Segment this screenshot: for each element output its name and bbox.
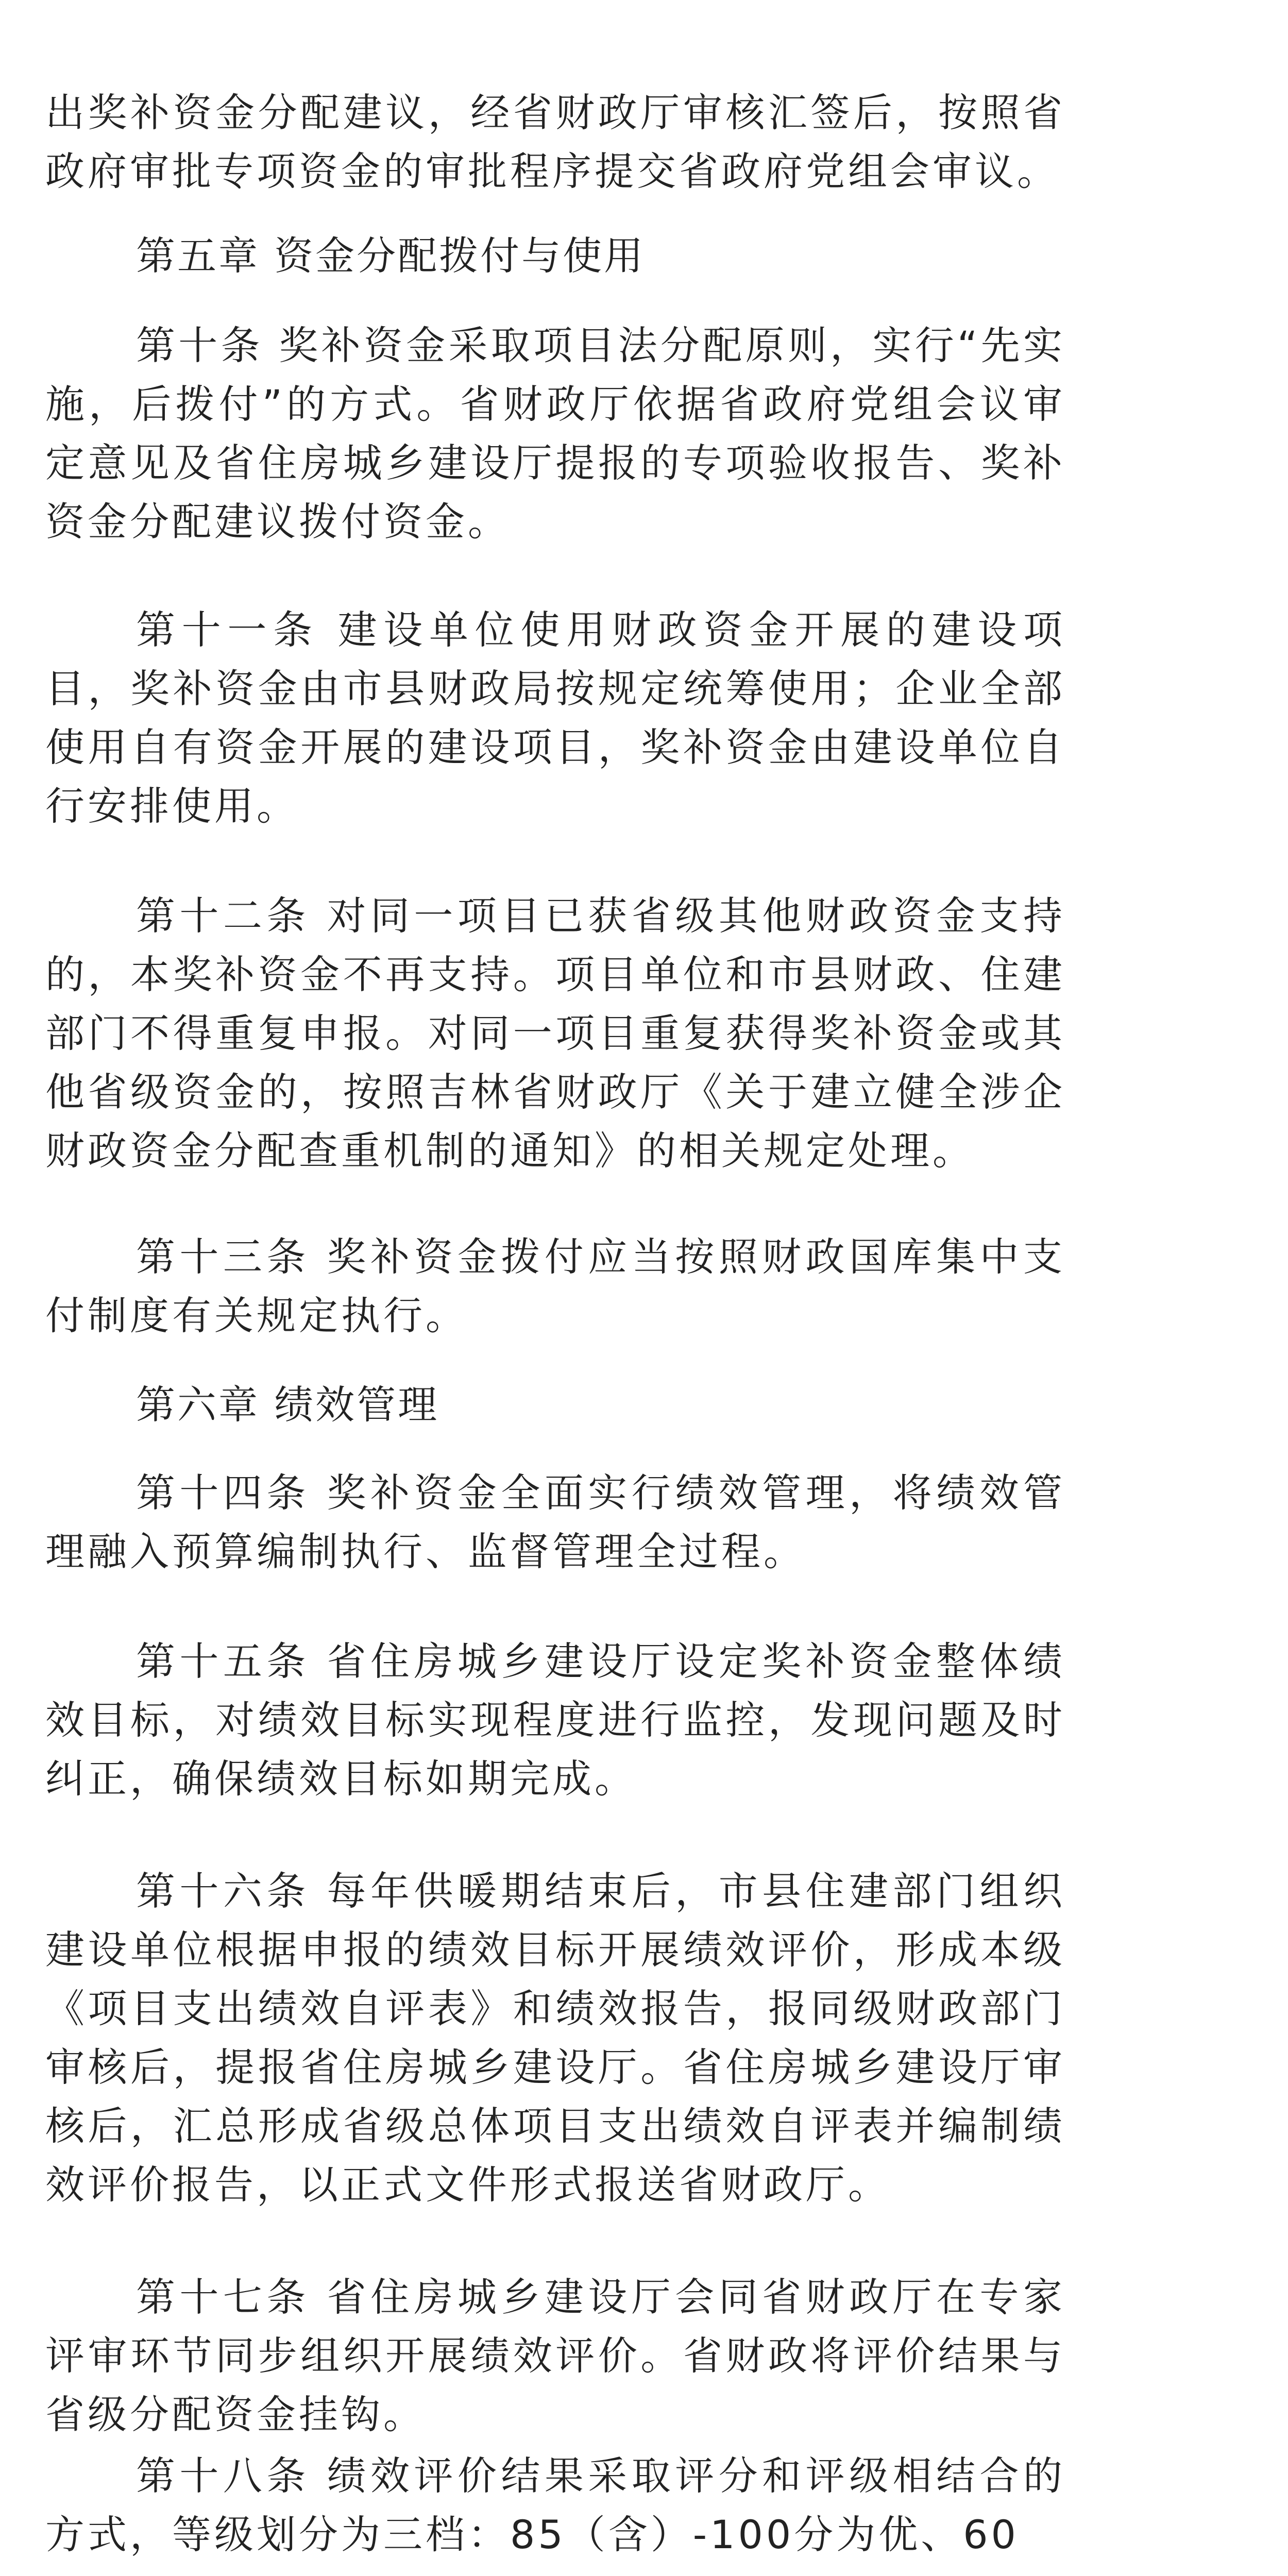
- chapter-heading-6: 第六章 绩效管理: [136, 1382, 439, 1428]
- article-14: 第十四条 奖补资金全面实行绩效管理，将绩效管理融入预算编制执行、监督管理全过程。: [45, 1470, 1065, 1574]
- article-18: 第十八条 绩效评价结果采取评分和评级相结合的方式，等级划分为三档：85（含）-100分为优、60: [45, 2453, 1065, 2557]
- article-10: 第十条 奖补资金采取项目法分配原则，实行“先实施，后拨付”的方式。省财政厅依据省政府党组会议审定意见及省住房城乡建设厅提报的专项验收报告、奖补资金分配建议拨付资金。: [45, 323, 1065, 545]
- article-15: 第十五条 省住房城乡建设厅设定奖补资金整体绩效目标，对绩效目标实现程度进行监控，发现问题及时纠正，确保绩效目标如期完成。: [45, 1638, 1065, 1802]
- article-13: 第十三条 奖补资金拨付应当按照财政国库集中支付制度有关规定执行。: [45, 1234, 1065, 1338]
- article-17: 第十七条 省住房城乡建设厅会同省财政厅在专家评审环节同步组织开展绩效评价。省财政将评价结果与省级分配资金挂钩。: [45, 2274, 1065, 2437]
- paragraph-fund-allocation-continued: 出奖补资金分配建议，经省财政厅审核汇签后，按照省政府审批专项资金的审批程序提交省政府党组会审议。: [45, 90, 1065, 194]
- article-12: 第十二条 对同一项目已获省级其他财政资金支持的，本奖补资金不再支持。项目单位和市县财政、住建部门不得重复申报。对同一项目重复获得奖补资金或其他省级资金的，按照吉林省财政厅《关于建立健全涉企财政资金分配查重机制的通知》的相关规定处理。: [45, 893, 1065, 1174]
- article-16: 第十六条 每年供暖期结束后，市县住建部门组织建设单位根据申报的绩效目标开展绩效评价，形成本级《项目支出绩效自评表》和绩效报告，报同级财政部门审核后，提报省住房城乡建设厅。省住房城乡建设厅审核后，汇总形成省级总体项目支出绩效自评表并编制绩效评价报告，以正式文件形式报送省财政厅。: [45, 1868, 1065, 2208]
- chapter-heading-5: 第五章 资金分配拨付与使用: [136, 233, 646, 279]
- article-11: 第十一条 建设单位使用财政资金开展的建设项目，奖补资金由市县财政局按规定统筹使用；企业全部使用自有资金开展的建设项目，奖补资金由建设单位自行安排使用。: [45, 607, 1065, 829]
